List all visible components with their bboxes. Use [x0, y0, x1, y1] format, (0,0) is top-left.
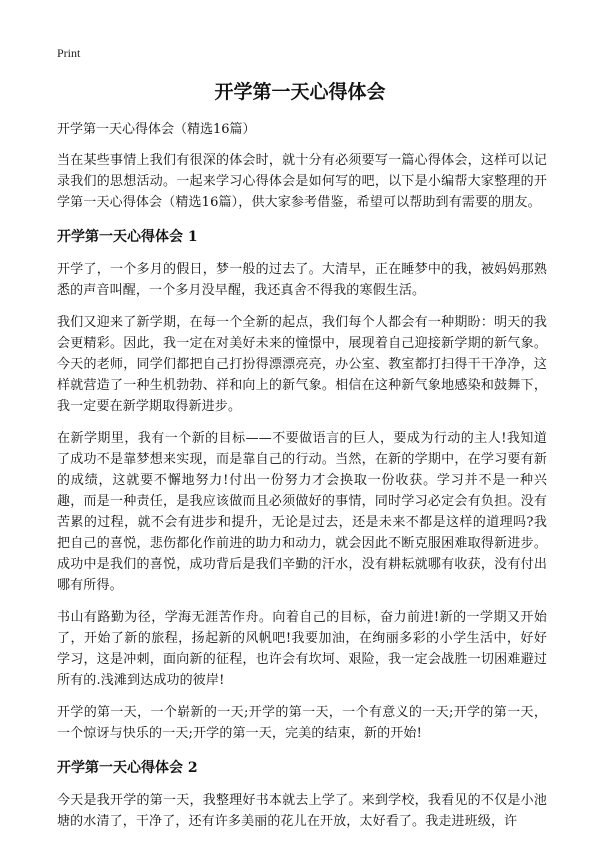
document-subtitle: 开学第一天心得体会（精选16篇） [57, 122, 256, 137]
section-1-paragraph-1: 开学了，一个多月的假日，梦一般的过去了。大清早，正在睡梦中的我，被妈妈那熟悉的声音叫醒，一个多月没早醒，我还真舍不得我的寒假生活。 [57, 262, 547, 298]
section-heading-1: 开学第一天心得体会 1 [57, 229, 198, 245]
section-1-paragraph-5: 开学的第一天，一个崭新的一天;开学的第一天，一个有意义的一天;开学的第一天，一个惊讶与快乐的一天;开学的第一天，完美的结束，新的开始! [57, 705, 547, 741]
document-title: 开学第一天心得体会 [214, 81, 386, 103]
print-link[interactable]: Print [57, 46, 81, 60]
document-body [57, 120, 547, 843]
section-2-paragraph-1: 今天是我开学的第一天，我整理好书本就去上学了。来到学校，我看见的不仅是小池塘的水清了，干净了，还有许多美丽的花儿在开放，太好看了。我走进班级，许 [57, 793, 547, 829]
section-1-paragraph-3: 在新学期里，我有一个新的目标——不要做语言的巨人，要成为行动的主人!我知道了成功不是靠梦想来实现，而是靠自己的行动。当然，在新的学期中，在学习要有新的成绩，这就要不懈地努力!付出一份努力才会换取一份收获。学习并不是一种兴趣，而是一种责任，是我应该做而且必须做好的事情，同时学习必定会有负担。没有苦累的过程，就不会有进步和提升，无论是过去，还是未来不都是这样的道理吗?我把自己的喜悦，悲伤都化作前进的助力和动力，就会因此不断克服困难取得新进步。成功中是我们的喜悦，成功背后是我们辛勤的汗水，没有耕耘就哪有收获，没有付出哪有所得。 [57, 431, 547, 593]
intro-paragraph: 当在某些事情上我们有很深的体会时，就十分有必须要写一篇心得体会，这样可以记录我们的思想活动。一起来学习心得体会是如何写的吧，以下是小编帮大家整理的开学第一天心得体会（精选16篇），供大家参考借鉴，希望可以帮助到有需要的朋友。 [57, 153, 547, 210]
section-1-paragraph-2: 我们又迎来了新学期，在每一个全新的起点，我们每个人都会有一种期盼：明天的我会更精彩。因此，我一定在对美好未来的憧憬中，展现着自己迎接新学期的新气象。今天的老师，同学们都把自己打扮得漂漂亮亮，办公室、教室都打扫得干干净净，这样就营造了一种生机勃勃、祥和向上的新气象。相信在这种新气象地感染和鼓舞下，我一定要在新学期取得新进步。 [57, 315, 547, 414]
section-heading-2: 开学第一天心得体会 2 [57, 760, 198, 776]
section-1-paragraph-4: 书山有路勤为径，学海无涯苦作舟。向着自己的目标，奋力前进!新的一学期又开始了，开始了新的旅程，扬起新的风帆吧!我要加油，在绚丽多彩的小学生活中，好好学习，这是冲刺，面向新的征程，也许会有坎坷、艰险，我一定会战胜一切困难避过所有的.浅滩到达成功的彼岸! [57, 610, 547, 688]
